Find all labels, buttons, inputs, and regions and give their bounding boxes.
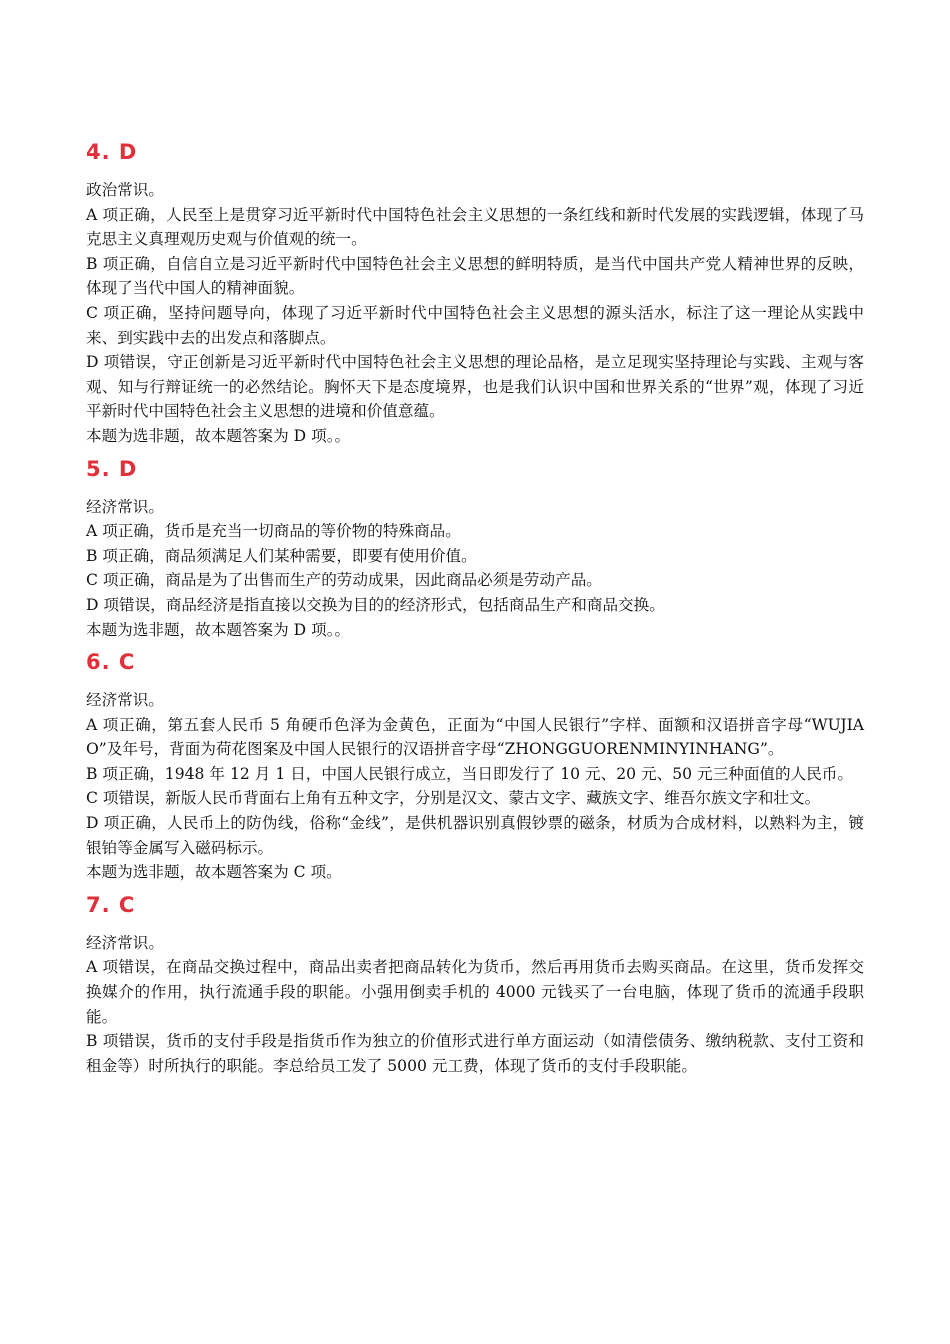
answer-heading: 4. D xyxy=(86,140,138,164)
answer-conclusion: 本题为选非题，故本题答案为 D 项。。 xyxy=(86,620,351,639)
explanation-option-a: A 项正确，人民至上是贯穿习近平新时代中国特色社会主义思想的一条红线和新时代发展的实践逻辑，体现了马克思主义真理观历史观与价值观的统一。 xyxy=(86,205,864,249)
explanation-option-c: C 项错误，新版人民币背面右上角有五种文字，分别是汉文、蒙古文字、藏族文字、维吾尔族文字和壮文。 xyxy=(86,789,821,808)
answer-topic: 政治常识。 xyxy=(86,181,164,199)
explanation-option-a: A 项正确，货币是充当一切商品的等价物的特殊商品。 xyxy=(86,522,461,541)
answer-conclusion: 本题为选非题，故本题答案为 D 项。。 xyxy=(86,426,351,445)
explanation-option-d: D 项错误，守正创新是习近平新时代中国特色社会主义思想的理论品格，是立足现实坚持理论与实践、主观与客观、知与行辩证统一的必然结论。胸怀天下是态度境界，也是我们认识中国和世界关系的“世界”观，体现了习近平新时代中国特色社会主义思想的进境和价值意蕴。 xyxy=(86,353,864,421)
answer-heading: 6. C xyxy=(86,650,136,675)
explanation-option-b: B 项错误，货币的支付手段是指货币作为独立的价值形式进行单方面运动（如清偿债务、缴纳税款、支付工资和租金等）时所执行的职能。李总给员工发了 5000 元工费，体现了货币的支付手段职能。 xyxy=(86,1032,864,1075)
answer-conclusion: 本题为选非题，故本题答案为 C 项。 xyxy=(86,863,342,882)
document-page xyxy=(86,138,864,1078)
explanation-option-c: C 项正确，商品是为了出售而生产的劳动成果，因此商品必须是劳动产品。 xyxy=(86,571,602,590)
answer-heading: 5. D xyxy=(86,456,138,481)
explanation-option-b: B 项正确，1948 年 12 月 1 日，中国人民银行成立，当日即发行了 10 元、20 元、50 元三种面值的人民币。 xyxy=(86,764,853,783)
explanation-option-c: C 项正确，坚持问题导向，体现了习近平新时代中国特色社会主义思想的源头活水，标注了这一理论从实践中来、到实践中去的出发点和落脚点。 xyxy=(86,303,864,347)
explanation-option-b: B 项正确，商品须满足人们某种需要，即要有使用价值。 xyxy=(86,546,477,565)
explanation-option-d: D 项正确，人民币上的防伪线，俗称“金线”，是供机器识别真假钞票的磁条，材质为合成材料，以熟料为主，镀银铂等金属写入磁码标示。 xyxy=(86,814,864,857)
explanation-option-a: A 项正确，第五套人民币 5 角硬币色泽为金黄色，正面为“中国人民银行”字样、面额和汉语拼音字母“WUJIAO”及年号，背面为荷花图案及中国人民银行的汉语拼音字母“ZHONGGUORENMINYINHANG”。 xyxy=(86,715,864,759)
answer-section-6 xyxy=(86,648,864,885)
answer-topic: 经济常识。 xyxy=(86,933,164,952)
answer-topic: 经济常识。 xyxy=(86,497,164,516)
answer-section-7 xyxy=(86,891,864,1079)
answer-topic: 经济常识。 xyxy=(86,691,164,710)
explanation-option-a: A 项错误，在商品交换过程中，商品出卖者把商品转化为货币，然后再用货币去购买商品。在这里，货币发挥交换媒介的作用，执行流通手段的职能。小强用倒卖手机的 4000 元钱买了一台电脑，体现了货币的流通手段职能。 xyxy=(86,958,864,1026)
answer-section-4 xyxy=(86,138,864,449)
explanation-option-d: D 项错误，商品经济是指直接以交换为目的的经济形式，包括商品生产和商品交换。 xyxy=(86,595,665,614)
answer-heading: 7. C xyxy=(86,892,136,917)
answer-section-5 xyxy=(86,455,864,643)
explanation-option-b: B 项正确，自信自立是习近平新时代中国特色社会主义思想的鲜明特质，是当代中国共产党人精神世界的反映，体现了当代中国人的精神面貌。 xyxy=(86,254,864,298)
